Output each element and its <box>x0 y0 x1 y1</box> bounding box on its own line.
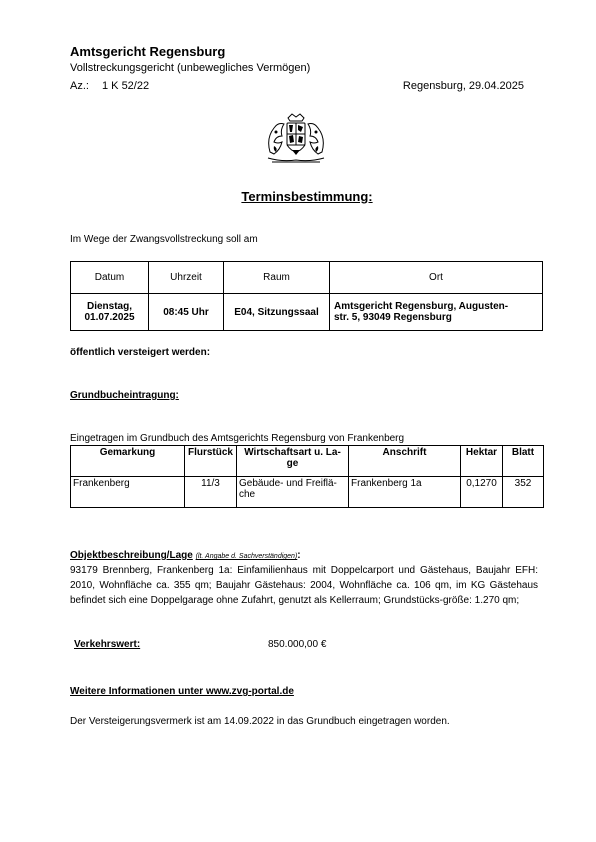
appointment-room: E04, Sitzungssaal <box>224 294 330 331</box>
intro-text: Im Wege der Zwangsvollstreckung soll am <box>70 234 258 245</box>
object-heading-note: (lt. Angabe d. Sachverständigen) <box>195 553 298 560</box>
header-wirtschaftsart: Wirtschaftsart u. La- ge <box>237 446 349 477</box>
appointment-date <box>71 294 149 331</box>
header-datum: Datum <box>71 262 149 294</box>
object-heading-text: Objektbeschreibung/Lage <box>70 550 193 561</box>
object-heading <box>70 550 301 561</box>
appointment-place <box>330 294 543 331</box>
cell-flurstueck: 11/3 <box>185 477 237 508</box>
place-date: Regensburg, 29.04.2025 <box>402 80 524 92</box>
land-register-row <box>71 477 544 508</box>
appointment-header-row <box>71 262 543 294</box>
cell-anschrift: Frankenberg 1a <box>349 477 461 508</box>
header-anschrift: Anschrift <box>349 446 461 477</box>
cell-gemarkung: Frankenberg <box>71 477 185 508</box>
header-blatt: Blatt <box>503 446 544 477</box>
appointment-date-value: 01.07.2025 <box>84 312 135 323</box>
market-value: 850.000,00 € <box>268 639 327 650</box>
appointment-place-line2: str. 5, 93049 Regensburg <box>334 312 452 323</box>
object-heading-colon: : <box>297 550 301 561</box>
appointment-weekday: Dienstag, <box>86 301 132 312</box>
header-raum: Raum <box>224 262 330 294</box>
object-description: 93179 Brennberg, Frankenberg 1a: Einfamilienhaus mit Doppelcarport und Gästehaus, Baujahr EFH: 2010, Wohnfläche ca. 355 qm; Baujahr Gästehaus: 2004, Wohnfläche ca. 106 qm, im KG Gästehaus befindet sich eine Doppelgarage ohne Zufahrt, genutzt als Kellerraum; Grundstücks-größe: 1.270 qm; <box>70 565 538 606</box>
auction-text: öffentlich versteigert werden: <box>70 347 211 358</box>
cell-hektar: 0,1270 <box>461 477 503 508</box>
land-register-heading: Grundbucheintragung: <box>70 390 179 401</box>
header-gemarkung: Gemarkung <box>71 446 185 477</box>
land-register-header-row <box>71 446 544 477</box>
land-register-table <box>70 445 544 508</box>
register-note: Der Versteigerungsvermerk ist am 14.09.2022 in das Grundbuch eingetragen worden. <box>70 716 450 727</box>
appointment-time: 08:45 Uhr <box>149 294 224 331</box>
file-number: 1 K 52/22 <box>102 80 150 92</box>
header-ort: Ort <box>330 262 543 294</box>
file-number-label: Az.: <box>70 80 89 92</box>
appointment-table <box>70 261 543 331</box>
appointment-place-line1: Amtsgericht Regensburg, Augusten- <box>334 301 509 312</box>
header-hektar: Hektar <box>461 446 503 477</box>
appointment-row <box>71 294 543 331</box>
cell-wirtschaftsart: Gebäude- und Freiflä- che <box>237 477 349 508</box>
more-info-link[interactable]: Weitere Informationen unter www.zvg-portal.de <box>70 686 294 697</box>
header-flurstueck: Flurstück <box>185 446 237 477</box>
cell-blatt: 352 <box>503 477 544 508</box>
bavarian-coat-of-arms-icon <box>262 112 330 168</box>
market-value-label: Verkehrswert: <box>74 639 141 650</box>
land-register-line: Eingetragen im Grundbuch des Amtsgerichts Regensburg von Frankenberg <box>70 433 405 444</box>
court-name: Amtsgericht Regensburg <box>70 44 226 59</box>
document-title: Terminsbestimmung: <box>241 189 373 204</box>
header-uhrzeit: Uhrzeit <box>149 262 224 294</box>
court-subtitle: Vollstreckungsgericht (unbewegliches Vermögen) <box>70 62 311 74</box>
